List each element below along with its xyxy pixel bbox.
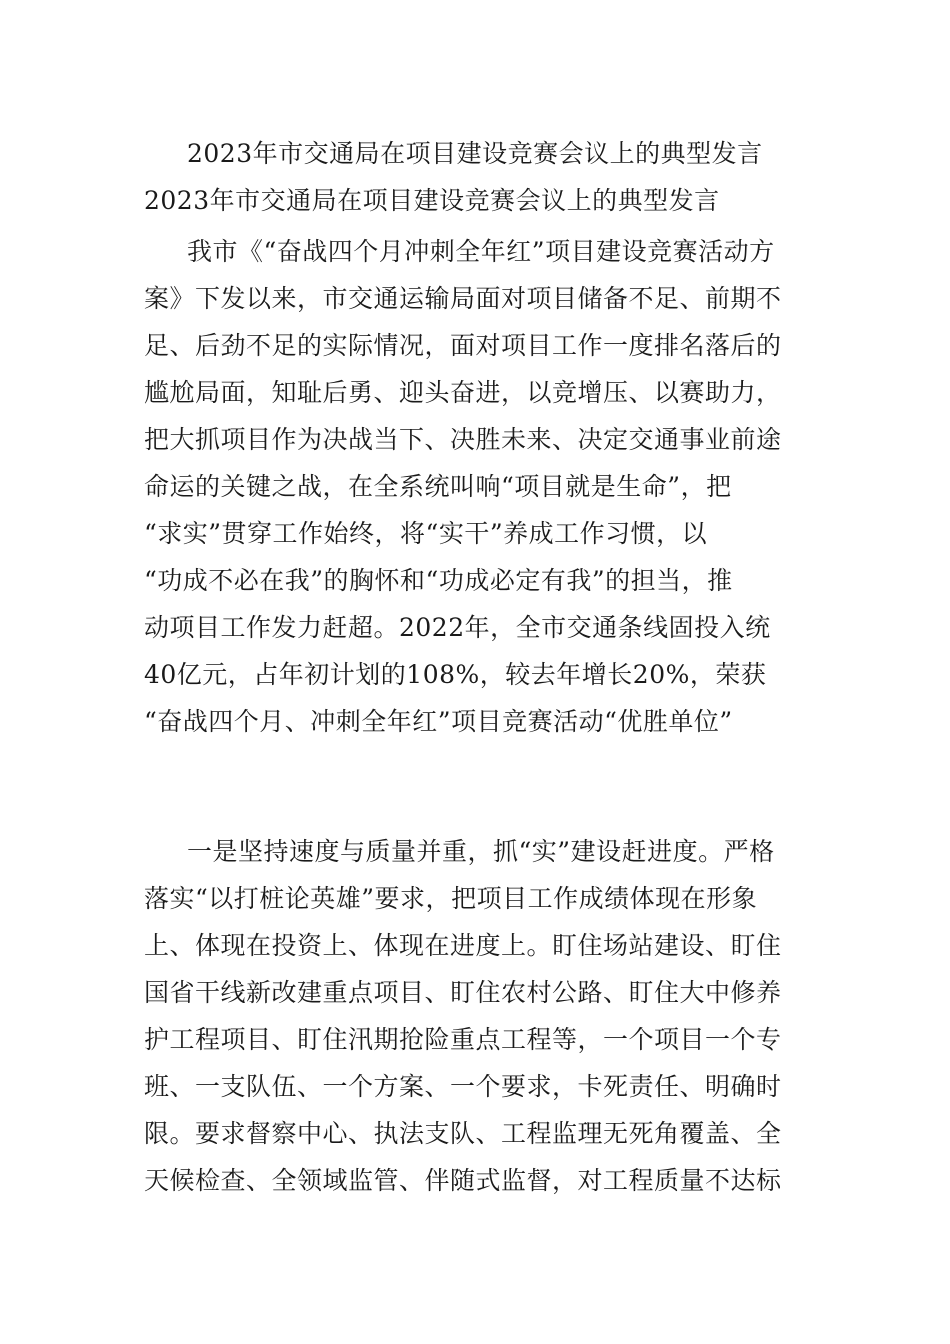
paragraph-line: 国省干线新改建重点项目、盯住农村公路、盯住大中修养 <box>144 978 782 1007</box>
paragraph-line: 尴尬局面，知耻后勇、迎头奋进，以竞增压、以赛助力， <box>144 378 782 407</box>
paragraph-line: 限。要求督察中心、执法支队、工程监理无死角覆盖、全 <box>144 1119 782 1148</box>
paragraph-line: “求实”贯穿工作始终，将“实干”养成工作习惯，以 <box>144 519 708 548</box>
paragraph-line: 上、体现在投资上、体现在进度上。盯住场站建设、盯住 <box>144 931 782 960</box>
title-text: 2023年市交通局在项目建设竞赛会议上的典型发言 <box>187 139 763 168</box>
paragraph-line: 动项目工作发力赶超。2022年，全市交通条线固投入统 <box>144 613 771 642</box>
paragraph-line: 护工程项目、盯住汛期抢险重点工程等，一个项目一个专 <box>144 1025 782 1054</box>
paragraph-line: “功成不必在我”的胸怀和“功成必定有我”的担当，推 <box>144 566 733 595</box>
paragraph-line: 班、一支队伍、一个方案、一个要求，卡死责任、明确时 <box>144 1072 782 1101</box>
paragraph-line: 案》下发以来，市交通运输局面对项目储备不足、前期不 <box>144 284 782 313</box>
paragraph-line: 我市《“奋战四个月冲刺全年红”项目建设竞赛活动方 <box>187 237 775 266</box>
document-title-line-1 <box>144 130 808 177</box>
paragraph-1 <box>144 228 808 745</box>
document-title-line-2 <box>144 177 808 224</box>
paragraph-line: 命运的关键之战，在全系统叫响“项目就是生命”，把 <box>144 472 732 501</box>
paragraph-line: 落实“以打桩论英雄”要求，把项目工作成绩体现在形象 <box>144 884 758 913</box>
title-text: 2023年市交通局在项目建设竞赛会议上的典型发言 <box>144 186 720 215</box>
paragraph-line: 一是坚持速度与质量并重，抓“实”建设赶进度。严格 <box>187 837 775 866</box>
paragraph-line: “奋战四个月、冲刺全年红”项目竞赛活动“优胜单位” <box>144 707 733 736</box>
paragraph-line: 天候检查、全领域监管、伴随式监督，对工程质量不达标 <box>144 1166 782 1195</box>
paragraph-line: 40亿元，占年初计划的108%，较去年增长20%，荣获 <box>144 660 767 689</box>
paragraph-line: 把大抓项目作为决战当下、决胜未来、决定交通事业前途 <box>144 425 782 454</box>
paragraph-line: 足、后劲不足的实际情况，面对项目工作一度排名落后的 <box>144 331 782 360</box>
paragraph-2 <box>144 828 808 1204</box>
